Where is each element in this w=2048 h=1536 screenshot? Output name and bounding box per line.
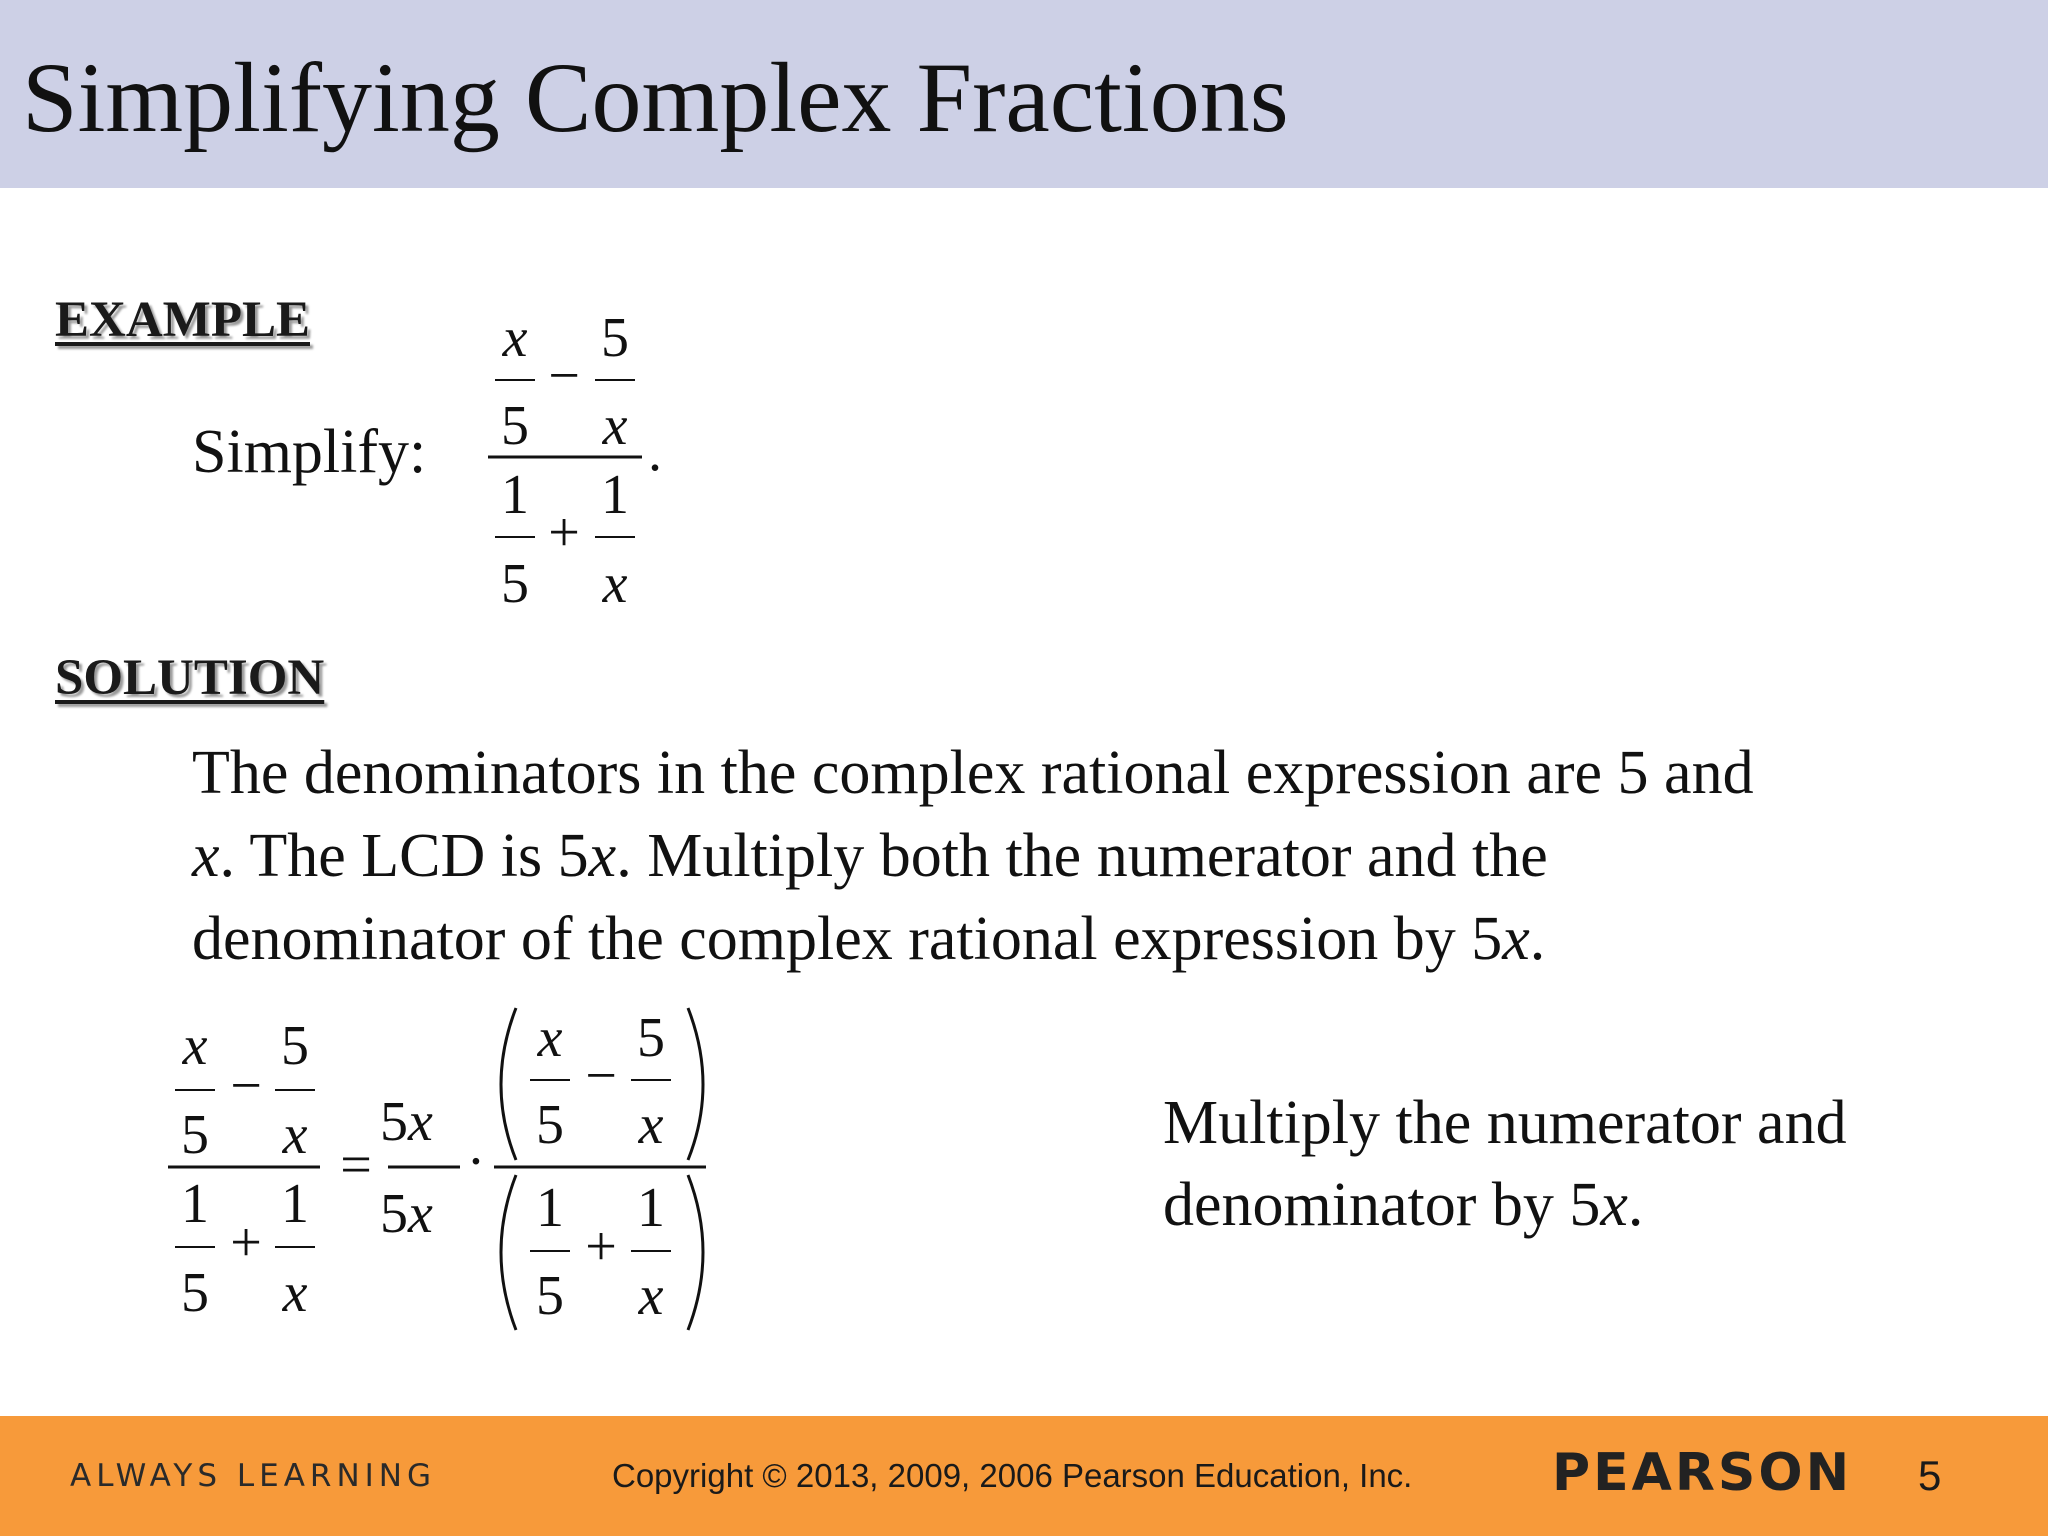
factor-num-coef: 5 (380, 1091, 408, 1153)
lhs-num-left-denominator: 5 (181, 1104, 209, 1166)
step-equation (160, 1000, 720, 1345)
step-note-line-1: Multiply the numerator and (1163, 1089, 1847, 1157)
page-number: 5 (1918, 1452, 1942, 1499)
slide-title: Simplifying Complex Fractions (22, 42, 1289, 153)
ex-den-left-numerator: 1 (501, 464, 529, 526)
lhs-num-right-denominator: x (282, 1104, 308, 1166)
solution-heading: SOLUTION (55, 650, 325, 706)
solution-line-3: denominator of the complex rational expression by 5x. (192, 905, 1546, 973)
ex-den-left-denominator: 5 (501, 553, 529, 615)
lhs-num-right-numerator: 5 (281, 1015, 309, 1077)
factor-num-var: x (408, 1091, 433, 1153)
rhs-den-right-denominator: x (638, 1265, 664, 1327)
step-equation-svg (160, 1000, 720, 1340)
rhs-den-left-numerator: 1 (536, 1177, 564, 1239)
ex-num-left-denominator: 5 (501, 395, 529, 457)
ex-period: . (648, 421, 662, 483)
example-fraction-svg (480, 300, 680, 620)
pearson-logo: PEARSON (1552, 1443, 1853, 1503)
rhs-num-right-numerator: 5 (637, 1007, 665, 1069)
solution-line-1: The denominators in the complex rational expression are 5 and (192, 739, 1754, 807)
ex-den-right-denominator: x (602, 553, 628, 615)
solution-var: x (588, 822, 617, 890)
rhs-den-left-denominator: 5 (536, 1265, 564, 1327)
ex-num-left-numerator: x (502, 307, 528, 369)
copyright-notice: Copyright © 2013, 2009, 2006 Pearson Education, Inc. (612, 1457, 1413, 1494)
solution-line-2: x. The LCD is 5x. Multiply both the numerator and the (192, 822, 1548, 890)
rhs-num-left-paren (501, 1008, 516, 1160)
solution-var: x (1502, 905, 1530, 973)
lhs-den-right-numerator: 1 (281, 1173, 309, 1235)
ex-den-right-numerator: 1 (601, 464, 629, 526)
lhs-den-plus: + (230, 1212, 262, 1274)
example-heading: EXAMPLE (55, 292, 310, 348)
always-learning-tagline: ALWAYS LEARNING (70, 1458, 437, 1494)
lhs-den-left-denominator: 5 (181, 1262, 209, 1324)
rhs-den-plus: + (585, 1216, 617, 1278)
lhs-num-minus: − (230, 1055, 262, 1117)
solution-var: x (192, 822, 220, 890)
lhs-num-left-numerator: x (182, 1015, 208, 1077)
equals-sign: = (340, 1134, 372, 1196)
factor-den-var: x (408, 1183, 433, 1245)
lhs-den-left-numerator: 1 (181, 1173, 209, 1235)
rhs-num-left-numerator: x (537, 1007, 563, 1069)
rhs-den-right-numerator: 1 (637, 1177, 665, 1239)
ex-num-right-denominator: x (602, 395, 628, 457)
ex-den-plus: + (548, 502, 580, 564)
solution-paragraph (192, 732, 1992, 981)
rhs-num-left-denominator: 5 (536, 1094, 564, 1156)
rhs-den-right-paren (688, 1175, 703, 1330)
multiply-dot: · (466, 1131, 486, 1193)
rhs-num-minus: − (585, 1045, 617, 1107)
step-note-line-2: denominator by 5x. (1163, 1171, 1644, 1239)
step-note-var: x (1600, 1171, 1628, 1239)
simplify-label: Simplify: (192, 418, 427, 486)
ex-num-right-numerator: 5 (601, 307, 629, 369)
factor-den-coef: 5 (380, 1183, 408, 1245)
example-complex-fraction (480, 300, 680, 625)
lhs-den-right-denominator: x (282, 1262, 308, 1324)
rhs-den-left-paren (501, 1175, 516, 1330)
step-note (1163, 1082, 1847, 1246)
rhs-num-right-denominator: x (638, 1094, 664, 1156)
rhs-num-right-paren (688, 1008, 703, 1160)
ex-num-minus: − (548, 345, 580, 407)
